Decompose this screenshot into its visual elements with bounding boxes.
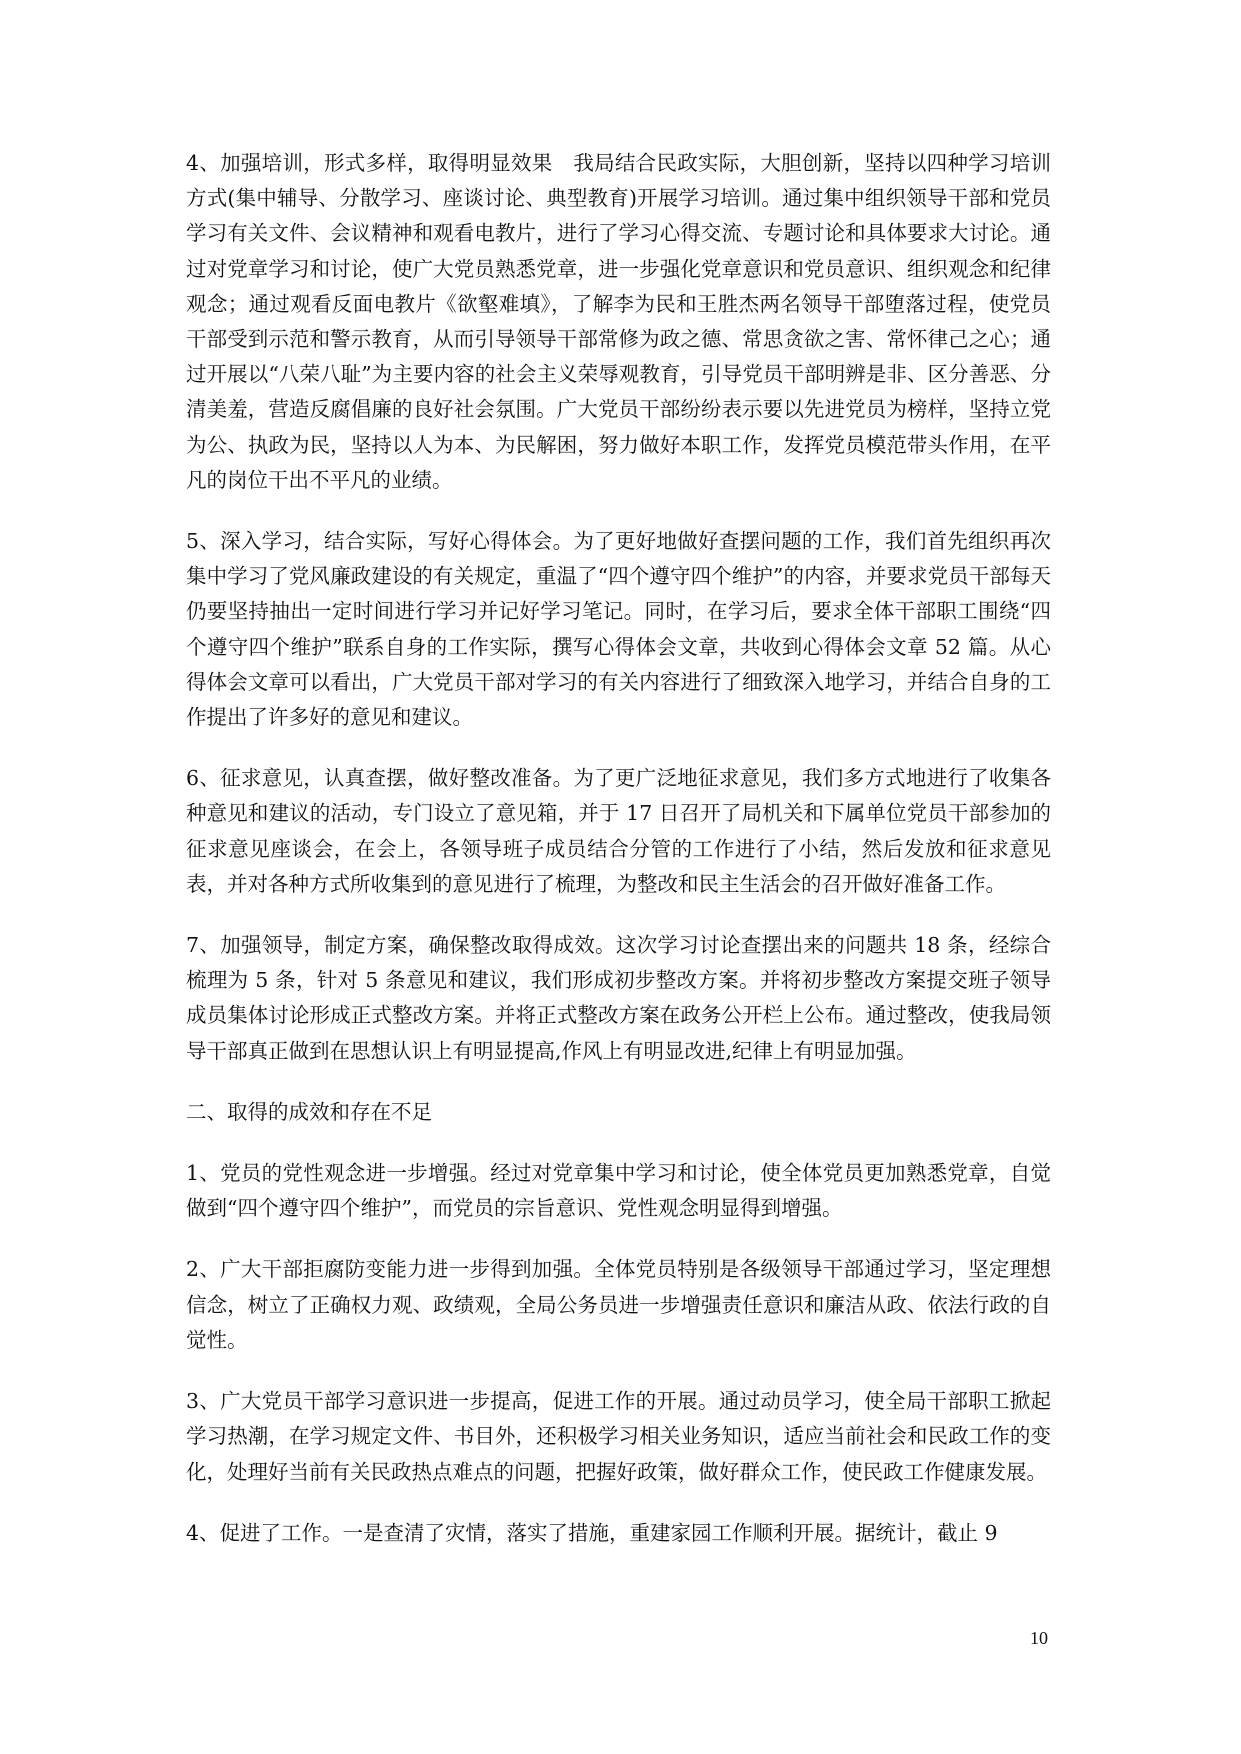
paragraph-solicit-opinions: 6、征求意见，认真查摆，做好整改准备。为了更广泛地征求意见，我们多方式地进行了收集各种意见和建议的活动，专门设立了意见箱，并于 17 日召开了局机关和下属单位党员干部参加的征求意见座谈会，在会上，各领导班子成员结合分管的工作进行了小结，然后发放和征求意见表，并对各种方式所收集到的意见进行了梳理，为整改和民主生活会的召开做好准备工作。 (186, 766, 1051, 896)
paragraph-result-anti-corruption: 2、广大干部拒腐防变能力进一步得到加强。全体党员特别是各级领导干部通过学习，坚定理想信念，树立了正确权力观、政绩观，全局公务员进一步增强责任意识和廉洁从政、依法行政的自觉性。 (186, 1257, 1051, 1352)
section-heading-results: 二、取得的成效和存在不足 (186, 1099, 432, 1124)
page-number: 10 (1030, 1628, 1048, 1648)
paragraph-result-learning: 3、广大党员干部学习意识进一步提高，促进工作的开展。通过动员学习，使全局干部职工掀起学习热潮，在学习规定文件、书目外，还积极学习相关业务知识，适应当前社会和民政工作的变化，处理好当前有关民政热点难点的问题，把握好政策，做好群众工作，使民政工作健康发展。 (186, 1389, 1051, 1484)
paragraph-study-reflections: 5、深入学习，结合实际，写好心得体会。为了更好地做好查摆问题的工作，我们首先组织再次集中学习了党风廉政建设的有关规定，重温了“四个遵守四个维护”的内容，并要求党员干部每天仍要坚持抽出一定时间进行学习并记好学习笔记。同时，在学习后，要求全体干部职工围绕“四个遵守四个维护”联系自身的工作实际，撰写心得体会文章，共收到心得体会文章 52 篇。从心得体会文章可以看出，广大党员干部对学习的有关内容进行了细致深入地学习，并结合自身的工作提出了许多好的意见和建议。 (186, 529, 1051, 730)
paragraph-result-party-spirit: 1、党员的党性观念进一步增强。经过对党章集中学习和讨论，使全体党员更加熟悉党章，自觉做到“四个遵守四个维护”，而党员的宗旨意识、党性观念明显得到增强。 (186, 1161, 1051, 1221)
paragraph-rectification-plan: 7、加强领导，制定方案，确保整改取得成效。这次学习讨论查摆出来的问题共 18 条，经综合梳理为 5 条，针对 5 条意见和建议，我们形成初步整改方案。并将初步整改方案提交班子领导成员集体讨论形成正式整改方案。并将正式整改方案在政务公开栏上公布。通过整改，使我局领导干部真正做到在思想认识上有明显提高,作风上有明显改进,纪律上有明显加强。 (186, 933, 1051, 1063)
paragraph-training: 4、加强培训，形式多样，取得明显效果 我局结合民政实际，大胆创新，坚持以四种学习培训方式(集中辅导、分散学习、座谈讨论、典型教育)开展学习培训。通过集中组织领导干部和党员学习有关文件、会议精神和观看电教片，进行了学习心得交流、专题讨论和具体要求大讨论。通过对党章学习和讨论，使广大党员熟悉党章，进一步强化党章意识和党员意识、组织观念和纪律观念；通过观看反面电教片《欲壑难填》，了解李为民和王胜杰两名领导干部堕落过程，使党员干部受到示范和警示教育，从而引导领导干部常修为政之德、常思贪欲之害、常怀律己之心；通过开展以“八荣八耻”为主要内容的社会主义荣辱观教育，引导党员干部明辨是非、区分善恶、分清美羞，营造反腐倡廉的良好社会氛围。广大党员干部纷纷表示要以先进党员为榜样，坚持立党为公、执政为民，坚持以人为本、为民解困，努力做好本职工作，发挥党员模范带头作用，在平凡的岗位干出不平凡的业绩。 (186, 151, 1051, 492)
document-body (186, 146, 1051, 1577)
paragraph-result-work-progress: 4、促进了工作。一是查清了灾情，落实了措施，重建家园工作顺利开展。据统计，截止 9 (186, 1520, 998, 1545)
